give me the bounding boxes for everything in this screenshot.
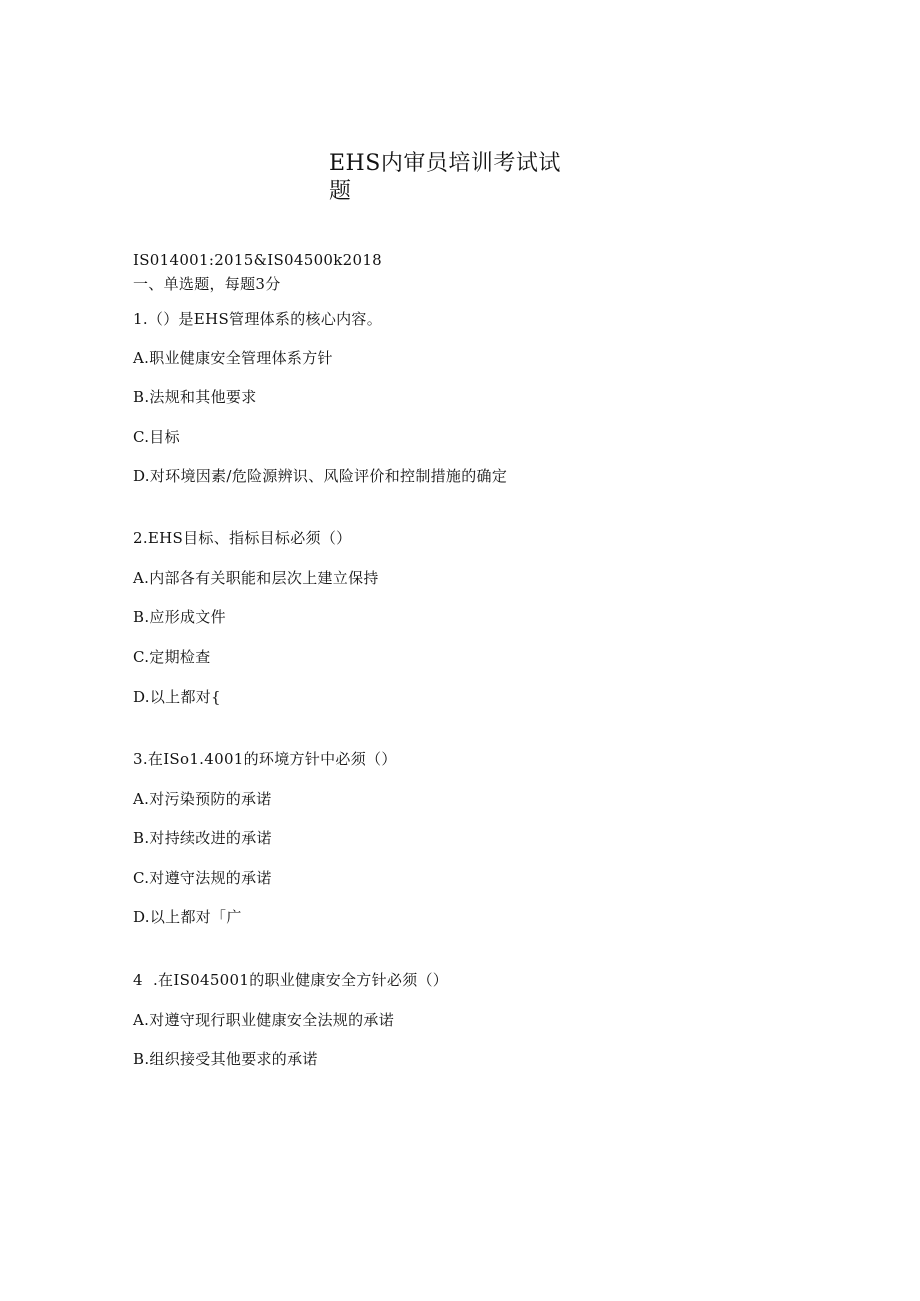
document-title-line2: 题 <box>329 179 352 204</box>
question-option: A.对污染预防的承诺 <box>133 790 272 808</box>
document-title <box>329 150 579 206</box>
question-stem: 3.在ISo1.4001的环境方针中必须（） <box>133 750 397 768</box>
question-option: C.定期检查 <box>133 648 211 666</box>
question-option: A.对遵守现行职业健康安全法规的承诺 <box>133 1011 395 1029</box>
question-stem: 1.（）是EHS管理体系的核心内容。 <box>133 310 383 328</box>
question-option: D.以上都对{ <box>133 688 221 706</box>
question-option: C.对遵守法规的承诺 <box>133 869 272 887</box>
question-option: B.应形成文件 <box>133 608 226 626</box>
question-stem: 4 .在IS045001的职业健康安全方针必须（） <box>133 971 449 989</box>
document-title-line1: EHS内审员培训考试试 <box>329 151 561 176</box>
question-option: D.对环境因素/危险源辨识、风险评价和控制措施的确定 <box>133 467 508 485</box>
standards-line: IS014001:2015&IS04500k2018 <box>133 251 383 269</box>
question-option: B.组织接受其他要求的承诺 <box>133 1050 318 1068</box>
section-heading: 一、单选题，每题3分 <box>133 275 281 293</box>
question-option: C.目标 <box>133 428 180 446</box>
question-option: D.以上都对「广 <box>133 908 242 926</box>
question-option: B.对持续改进的承诺 <box>133 829 272 847</box>
question-option: A.职业健康安全管理体系方针 <box>133 349 333 367</box>
question-option: A.内部各有关职能和层次上建立保持 <box>133 569 379 587</box>
question-stem: 2.EHS目标、指标目标必须（） <box>133 529 352 547</box>
question-option: B.法规和其他要求 <box>133 388 257 406</box>
